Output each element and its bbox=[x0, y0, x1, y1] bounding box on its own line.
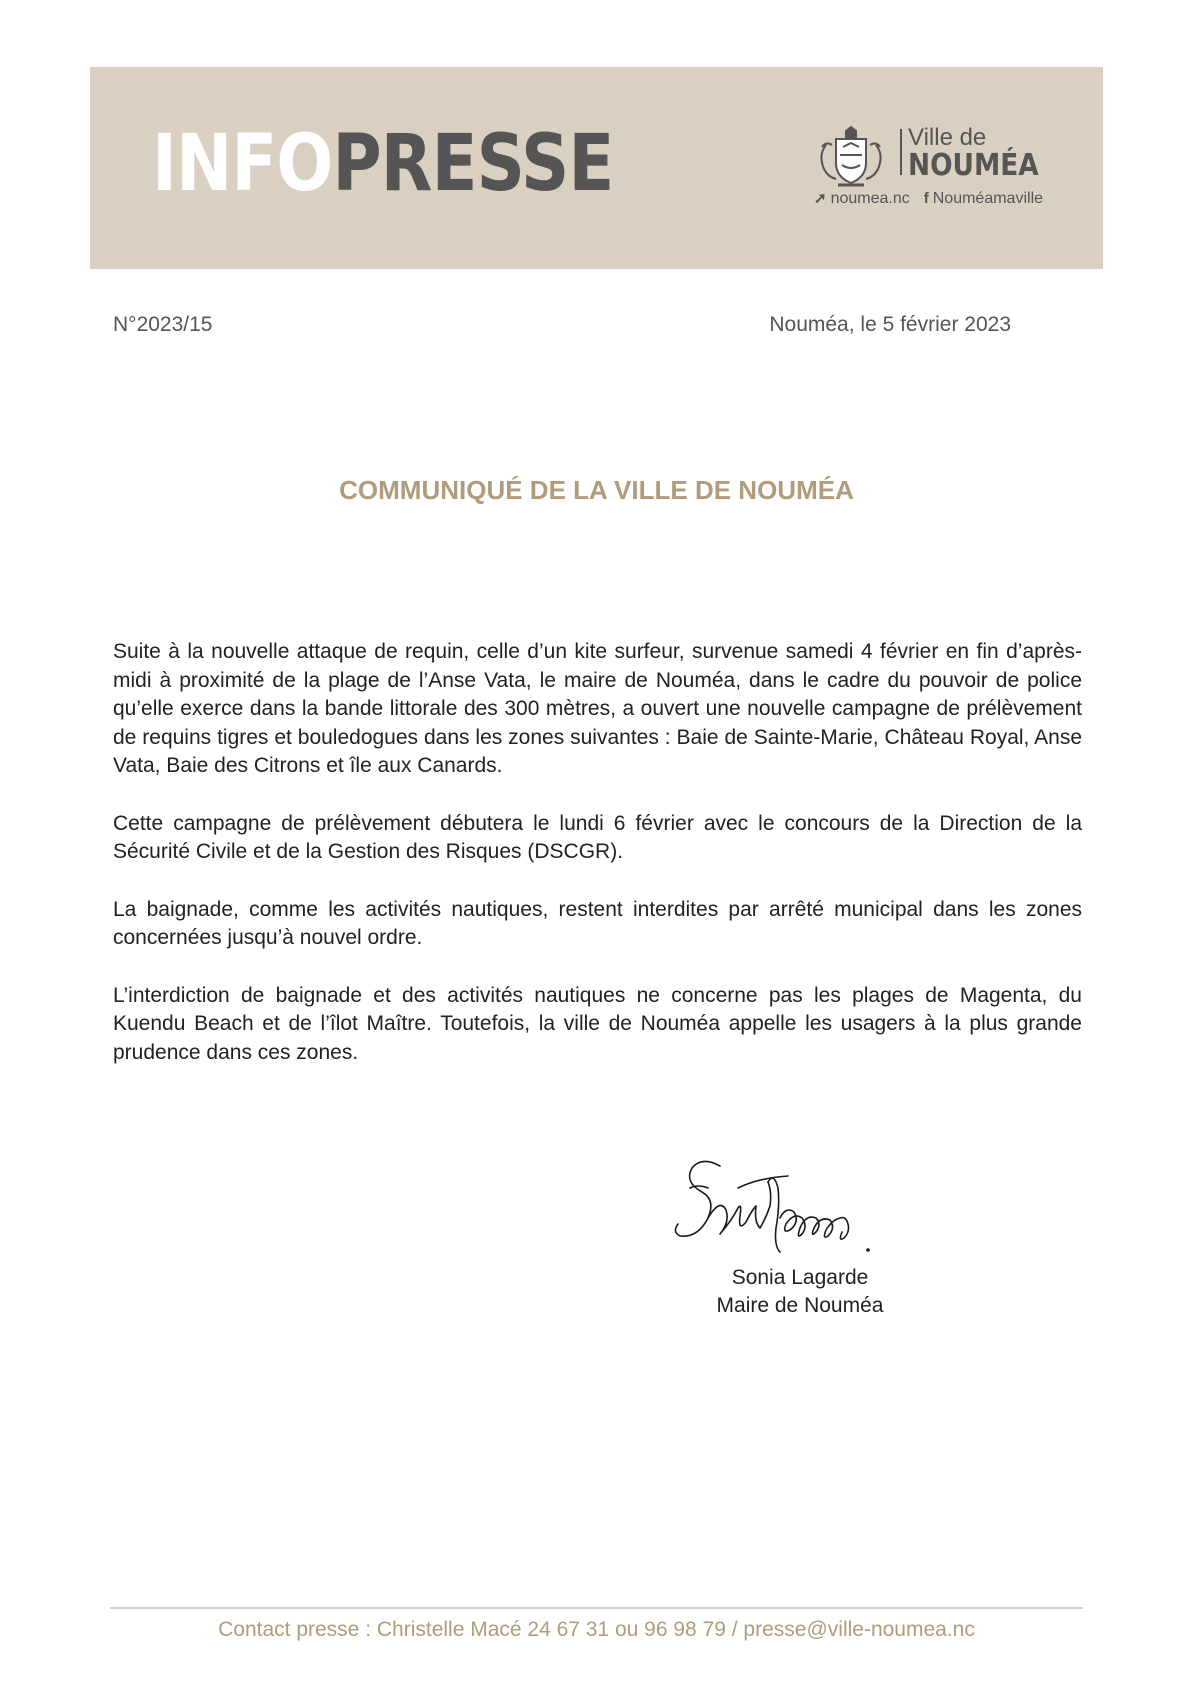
banner-title-info: INFO bbox=[152, 119, 333, 209]
press-release-number: N°2023/15 bbox=[113, 313, 213, 336]
facebook-link[interactable] bbox=[924, 189, 1043, 209]
header-banner bbox=[90, 67, 1103, 269]
banner-title bbox=[152, 119, 613, 209]
handwritten-signature bbox=[668, 1148, 918, 1268]
arrow-icon: ➚ bbox=[814, 190, 827, 207]
logo-noumea: NOUMÉA bbox=[908, 148, 1039, 183]
logo-separator bbox=[900, 129, 902, 175]
facebook-icon: f bbox=[923, 190, 929, 207]
city-crest-icon bbox=[812, 125, 890, 189]
website-link[interactable] bbox=[814, 189, 910, 209]
signatory-role: Maire de Nouméa bbox=[716, 1294, 884, 1317]
city-logo bbox=[812, 121, 1072, 211]
logo-ville-de: Ville de bbox=[908, 124, 987, 151]
logo-links bbox=[814, 189, 1057, 209]
body-text bbox=[113, 638, 1082, 1096]
facebook-text: Nouméamaville bbox=[932, 190, 1044, 207]
banner-title-presse: PRESSE bbox=[332, 119, 614, 209]
page-title: COMMUNIQUÉ DE LA VILLE DE NOUMÉA bbox=[339, 475, 854, 505]
website-text: noumea.nc bbox=[830, 190, 910, 207]
paragraph-3: La baignade, comme les activités nautiques, restent interdites par arrêté municipal dans les zones concernées jusqu’à nouvel ordre. bbox=[113, 897, 1082, 949]
press-release-date: Nouméa, le 5 février 2023 bbox=[769, 313, 1011, 336]
signatory-name: Sonia Lagarde bbox=[731, 1266, 869, 1289]
footer-divider bbox=[110, 1607, 1083, 1609]
footer-contact: Contact presse : Christelle Macé 24 67 31 ou 96 98 79 / presse@ville-noumea.nc bbox=[218, 1618, 975, 1641]
paragraph-2: Cette campagne de prélèvement débutera le lundi 6 février avec le concours de la Direction de la Sécurité Civile et de la Gestion des Risques (DSCGR). bbox=[113, 811, 1082, 863]
paragraph-4: L’interdiction de baignade et des activités nautiques ne concerne pas les plages de Magenta, du Kuendu Beach et de l’îlot Maître. Toutefois, la ville de Nouméa appelle les usagers à la plus grande prudence dans ces zones. bbox=[113, 983, 1082, 1064]
paragraph-1: Suite à la nouvelle attaque de requin, celle d’un kite surfeur, survenue samedi 4 février en fin d’après-midi à proximité de la plage de l’Anse Vata, le maire de Nouméa, dans le cadre du pouvoir de police qu’elle exerce dans la bande littorale des 300 mètres, a ouvert une nouvelle campagne de prélèvement de requins tigres et bouledogues dans les zones suivantes : Baie de Sainte-Marie, Château Royal, Anse Vata, Baie des Citrons et île aux Canards. bbox=[113, 640, 1082, 777]
